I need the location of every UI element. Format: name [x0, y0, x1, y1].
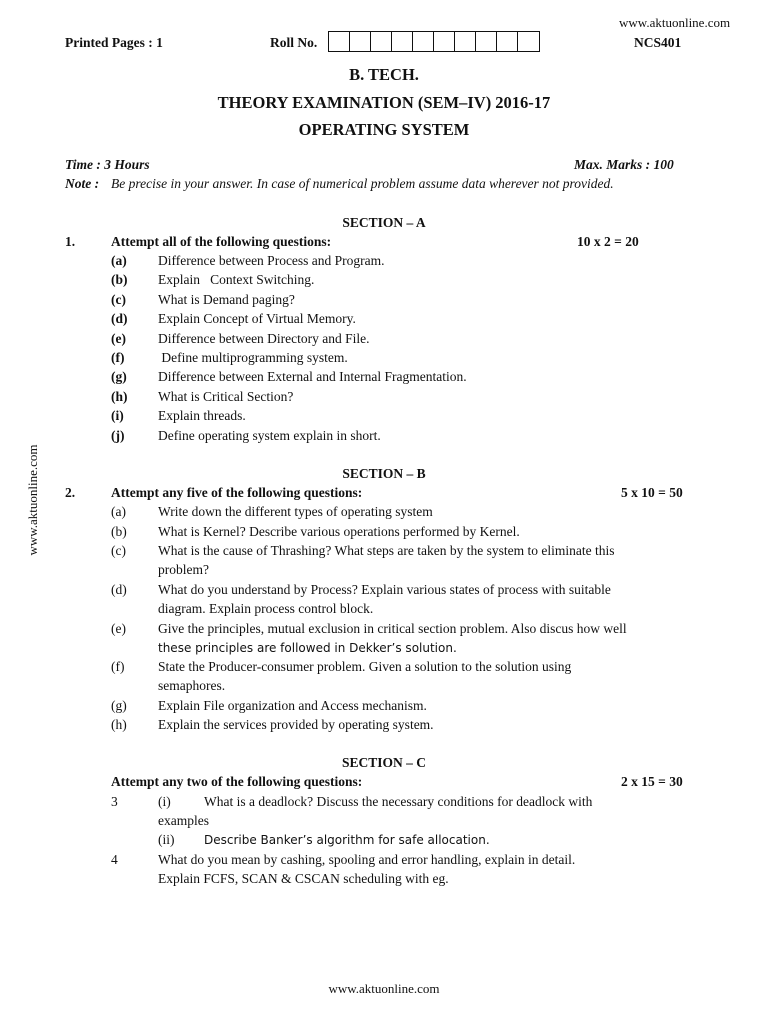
roll-number-cell — [476, 32, 497, 51]
section-a-item — [0, 292, 768, 311]
note-label: Note : — [65, 176, 100, 191]
item-text: Define multiprogramming system. — [158, 350, 348, 365]
q1-marks: 10 x 2 = 20 — [577, 234, 639, 249]
item-key: (d) — [111, 582, 127, 597]
section-b-item-text: Explain File organization and Access mechanism. — [158, 698, 427, 713]
roll-number-cell — [350, 32, 371, 51]
item-text: Difference between Process and Program. — [158, 253, 385, 268]
item-key: (h) — [111, 389, 128, 404]
item-text: Define operating system explain in short. — [158, 428, 381, 443]
section-a-item — [0, 272, 768, 291]
note-text: Be precise in your answer. In case of numerical problem assume data wherever not provided. — [111, 176, 614, 191]
website-top: www.aktuonline.com — [619, 15, 731, 30]
section-b-item-text: these principles are followed in Dekker’s solution. — [158, 641, 457, 655]
section-c-marks: 2 x 15 = 30 — [621, 774, 683, 789]
roll-number-cell — [434, 32, 455, 51]
section-b-item-text: Give the principles, mutual exclusion in critical section problem. Also discus how well — [158, 621, 627, 636]
item-text: Explain threads. — [158, 408, 246, 423]
section-a-item — [0, 428, 768, 447]
roll-number-cell — [392, 32, 413, 51]
q1-number: 1. — [65, 234, 76, 249]
item-key: (b) — [111, 272, 128, 287]
roll-number-boxes — [328, 31, 540, 52]
roll-number-cell — [371, 32, 392, 51]
paper-code: NCS401 — [634, 35, 682, 50]
item-text: What is Demand paging? — [158, 292, 295, 307]
item-text: Explain Context Switching. — [158, 272, 315, 287]
item-key: (i) — [111, 408, 124, 423]
q3-i-text-cont: examples — [158, 813, 209, 828]
roll-number-cell — [455, 32, 476, 51]
section-b-item-text: What is the cause of Thrashing? What steps are taken by the system to eliminate this — [158, 543, 615, 558]
item-key: (f) — [111, 659, 125, 674]
time-label: Time : 3 Hours — [65, 157, 150, 172]
section-a-item — [0, 369, 768, 388]
printed-pages: Printed Pages : 1 — [65, 35, 163, 50]
section-b-item-text: semaphores. — [158, 678, 226, 693]
section-c-instruction: Attempt any two of the following questions: — [111, 774, 363, 789]
item-text: Difference between Directory and File. — [158, 331, 370, 346]
item-text: Explain Concept of Virtual Memory. — [158, 311, 356, 326]
section-b-item-text: diagram. Explain process control block. — [158, 601, 374, 616]
item-key: (a) — [111, 504, 126, 519]
section-b-item-text: problem? — [158, 562, 209, 577]
item-text: What is Critical Section? — [158, 389, 294, 404]
item-key: (d) — [111, 311, 128, 326]
title-subject: OPERATING SYSTEM — [298, 120, 470, 139]
q1-instruction: Attempt all of the following questions: — [111, 234, 332, 249]
roll-number-cell — [329, 32, 350, 51]
q3-number: 3 — [111, 794, 118, 809]
item-key: (g) — [111, 369, 127, 384]
section-b-item-text: What is Kernel? Describe various operations performed by Kernel. — [158, 524, 520, 539]
item-text: Difference between External and Internal Fragmentation. — [158, 369, 467, 384]
title-degree: B. TECH. — [349, 65, 419, 84]
q4-text-cont: Explain FCFS, SCAN & CSCAN scheduling with eg. — [158, 871, 449, 886]
section-c-heading: SECTION – C — [341, 755, 427, 770]
item-key: (a) — [111, 253, 127, 268]
q3-i-text: What is a deadlock? Discuss the necessary conditions for deadlock with — [204, 794, 593, 809]
item-key: (h) — [111, 717, 127, 732]
section-a-item — [0, 389, 768, 408]
section-b-item-text: State the Producer-consumer problem. Given a solution to the solution using — [158, 659, 572, 674]
section-b-item-text: Explain the services provided by operating system. — [158, 717, 434, 732]
website-side: www.aktuonline.com — [25, 444, 40, 556]
q3-ii-key: (ii) — [158, 832, 175, 847]
item-key: (f) — [111, 350, 125, 365]
roll-number-cell — [497, 32, 518, 51]
q3-ii-text: Describe Banker’s algorithm for safe allocation. — [204, 833, 490, 847]
item-key: (j) — [111, 428, 125, 443]
section-b-item-text: What do you understand by Process? Explain various states of process with suitable — [158, 582, 611, 597]
max-marks: Max. Marks : 100 — [574, 157, 674, 172]
item-key: (b) — [111, 524, 127, 539]
roll-number-cell — [518, 32, 539, 51]
section-b-heading: SECTION – B — [342, 466, 426, 481]
q3-i-key: (i) — [158, 794, 171, 809]
section-a-heading: SECTION – A — [342, 215, 426, 230]
item-key: (g) — [111, 698, 127, 713]
title-exam: THEORY EXAMINATION (SEM–IV) 2016-17 — [217, 93, 551, 112]
section-b-item-text: Write down the different types of operating system — [158, 504, 433, 519]
roll-label: Roll No. — [270, 35, 318, 50]
q2-marks: 5 x 10 = 50 — [621, 485, 683, 500]
q4-number: 4 — [111, 852, 118, 867]
q2-number: 2. — [65, 485, 76, 500]
roll-number-cell — [413, 32, 434, 51]
q2-instruction: Attempt any five of the following questions: — [111, 485, 363, 500]
section-a-item — [0, 253, 768, 272]
section-a-item — [0, 408, 768, 427]
q4-text: What do you mean by cashing, spooling and error handling, explain in detail. — [158, 852, 576, 867]
website-footer: www.aktuonline.com — [328, 981, 440, 996]
item-key: (c) — [111, 292, 126, 307]
section-a-item — [0, 311, 768, 330]
item-key: (e) — [111, 331, 126, 346]
item-key: (e) — [111, 621, 126, 636]
section-a-item — [0, 350, 768, 369]
item-key: (c) — [111, 543, 126, 558]
section-a-item — [0, 331, 768, 350]
